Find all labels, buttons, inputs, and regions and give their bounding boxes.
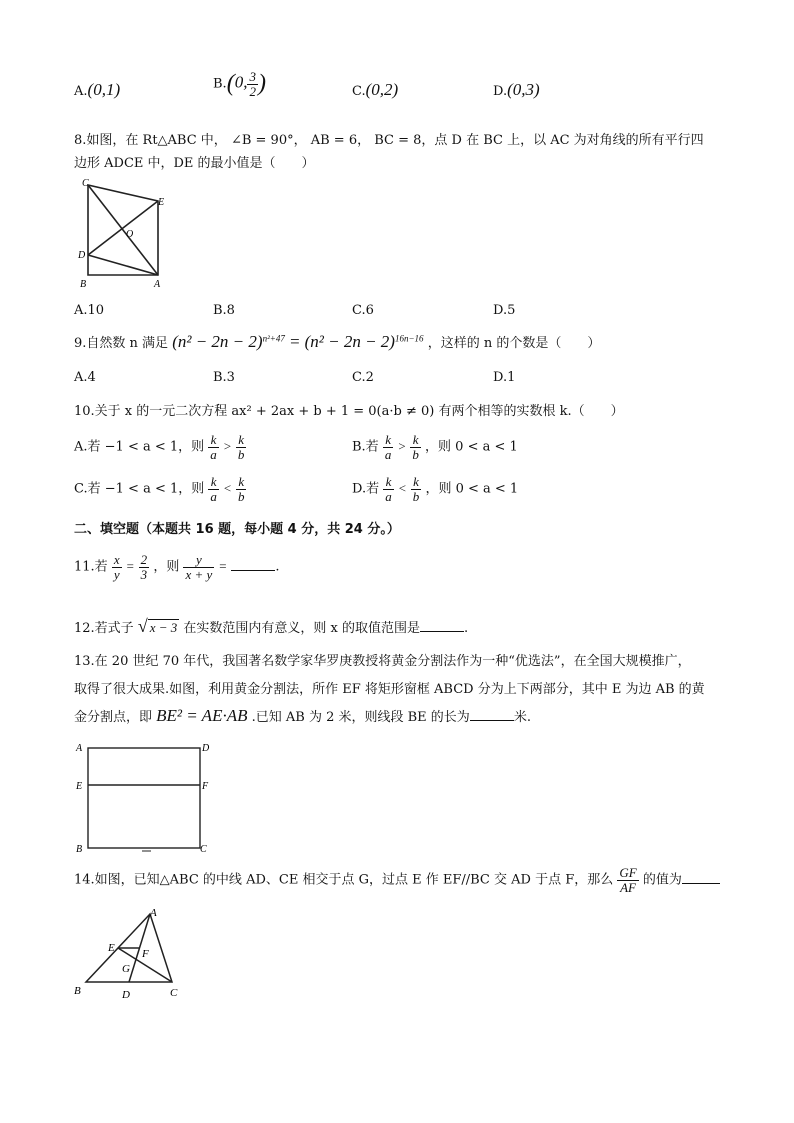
q9-option-c: C.2 — [352, 370, 374, 385]
q9-option-a: A.4 — [74, 370, 96, 385]
q8-label-b: B — [80, 279, 87, 290]
q11-answer-blank[interactable] — [231, 558, 275, 571]
q12-stem: 12.若式子 √ x − 3 在实数范围内有意义，则 x 的取值范围是 . — [74, 616, 469, 636]
q8-label-a: A — [154, 279, 161, 290]
q13-label-d: D — [202, 743, 210, 754]
q11-stem: 11.若 $\frac{x}{y}$ = $\frac{2}{3}$ ，则 $\frac{y}{x + y}$ = . — [74, 552, 280, 582]
q13-label-f: F — [202, 781, 209, 792]
q14-answer-blank[interactable] — [682, 871, 720, 884]
q13-answer-blank[interactable] — [470, 708, 514, 721]
q13-label-e: E — [76, 781, 83, 792]
q14-label-c: C — [170, 987, 178, 999]
q8-label-d: D — [78, 250, 86, 261]
q9-option-b: B.3 — [213, 370, 235, 385]
q13-label-b: B — [76, 844, 83, 855]
q7-option-b: B.(0, $\frac{3}{2}$ ) — [213, 69, 266, 99]
q8-label-c: C — [82, 178, 89, 189]
q14-label-d: D — [122, 989, 130, 1001]
q10-option-d: D.若 $\frac{k}{a}$ < $\frac{k}{b}$ ，则 0 < a < 1 — [352, 474, 519, 504]
q12-answer-blank[interactable] — [420, 619, 464, 632]
q9-stem: 9.自然数 n 满足 $(n^2 - 2n - 2)^{n^2+47} = (n^2 - 2n - 2)^{16n-16}$ ，这样的 n 的个数是（ ） — [74, 332, 601, 351]
q14-label-b: B — [74, 985, 81, 997]
q13-line2: 取得了很大成果.如图，利用黄金分割法，所作 EF 将矩形窗框 ABCD 分为上下两部分，其中 E 为边 AB 的黄 — [74, 682, 705, 697]
q13-line3: 金分割点，即 BE² = AE·AB .已知 AB 为 2 米，则线段 BE 的长为 米. — [74, 706, 531, 725]
q10-option-c: C.若 −1 < a < 1，则 $\frac{k}{a}$ < $\frac{k}{b}$ — [74, 474, 245, 504]
q10-option-b: B.若 $\frac{k}{a}$ > $\frac{k}{b}$ ，则 0 < a < 1 — [352, 432, 518, 462]
q8-option-c: C.6 — [352, 303, 374, 318]
q13-label-a: A — [76, 743, 83, 754]
q8-label-e: E — [158, 197, 165, 208]
q8-stem-line2: 边形 ADCE 中，DE 的最小值是（ ） — [74, 156, 315, 171]
q13-line1: 13.在 20 世纪 70 年代，我国著名数学家华罗庚教授将黄金分割法作为一种“优选法”，在全国大规模推广， — [74, 654, 691, 669]
q7-option-c: C.(0,2) — [352, 80, 399, 99]
q13-figure — [72, 738, 220, 858]
q7-option-d: D.(0,3) — [493, 80, 540, 99]
q14-label-f: F — [142, 948, 149, 960]
q10-stem: 10.关于 x 的一元二次方程 ax² + 2ax + b + 1 = 0(a·b ≠ 0) 有两个相等的实数根 k.（ ） — [74, 404, 624, 419]
q14-label-g: G — [122, 963, 130, 975]
q14-label-e: E — [108, 942, 115, 954]
section-heading-fill-in: 二、填空题（本题共 16 题，每小题 4 分，共 24 分。） — [74, 522, 400, 537]
q10-option-a: A.若 −1 < a < 1，则 $\frac{k}{a}$ > $\frac{k}{b}$ — [74, 432, 245, 462]
q8-option-b: B.8 — [213, 303, 235, 318]
q8-figure — [72, 175, 182, 293]
q14-stem: 14.如图，已知△ABC 的中线 AD、CE 相交于点 G，过点 E 作 EF//BC 交 AD 于点 F，那么 $\frac{GF}{AF}$ 的值为 — [74, 866, 720, 894]
q13-label-c: C — [200, 844, 207, 855]
q14-figure — [70, 904, 200, 1004]
q8-label-o: O — [126, 229, 134, 240]
q8-stem-line1: 8.如图，在 Rt△ABC 中， ∠B = 90°， AB = 6， BC = 8，点 D 在 BC 上，以 AC 为对角线的所有平行四 — [74, 133, 704, 148]
q7-option-a: A.(0,1) — [74, 80, 121, 99]
q9-option-d: D.1 — [493, 370, 516, 385]
q8-option-a: A.10 — [74, 303, 105, 318]
q14-label-a: A — [150, 907, 157, 919]
q8-option-d: D.5 — [493, 303, 516, 318]
